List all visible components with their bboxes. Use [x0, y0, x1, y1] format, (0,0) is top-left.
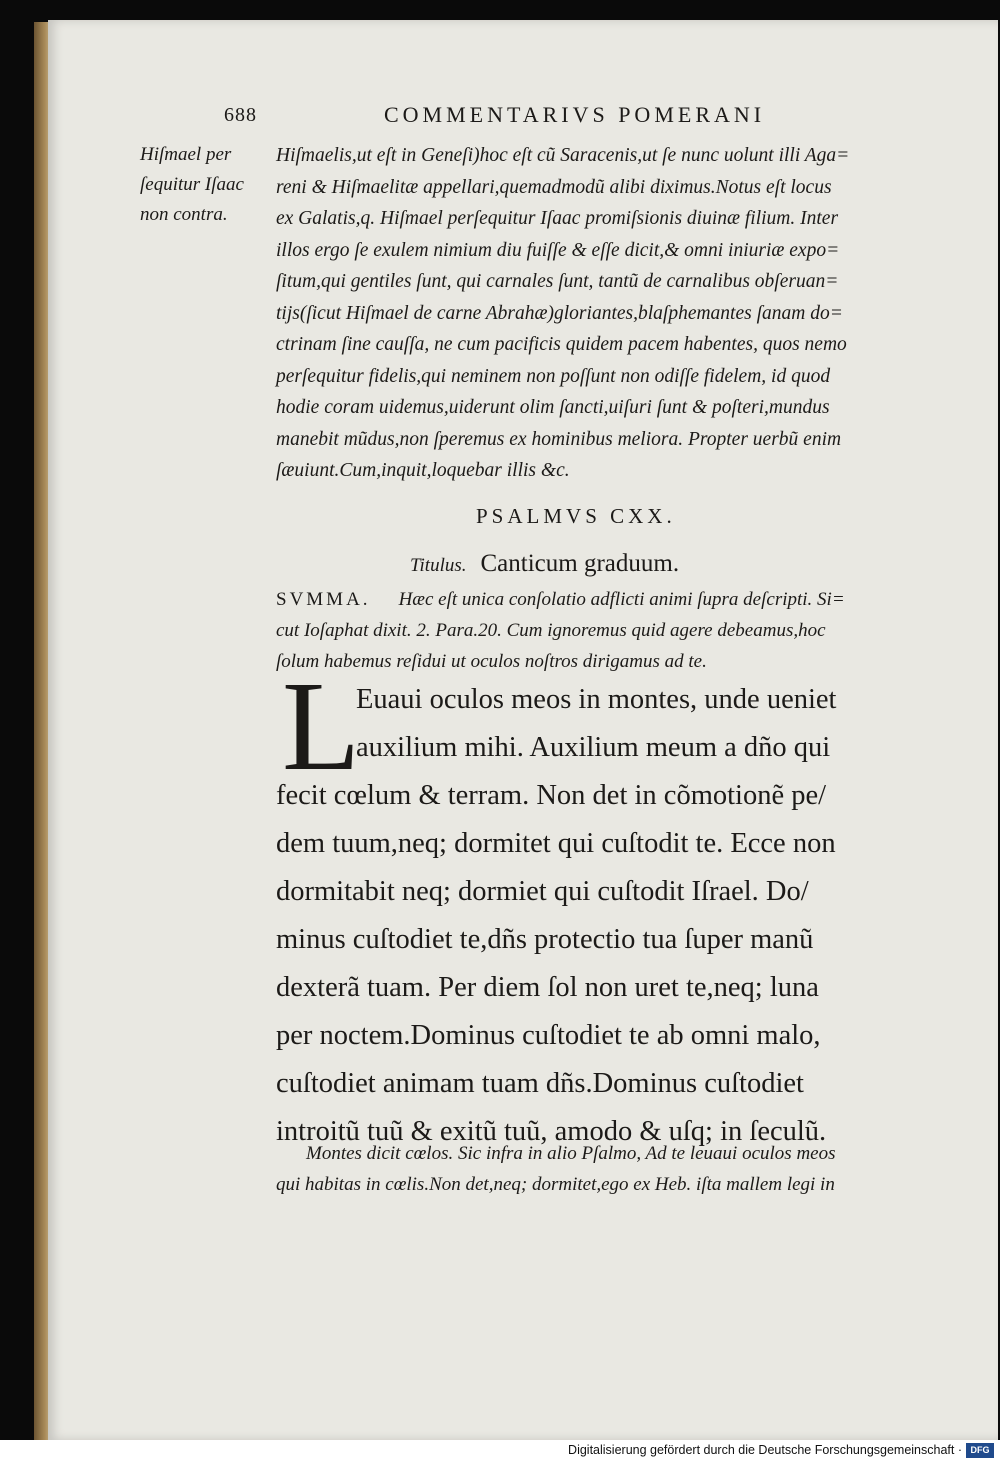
- psalm-line: fecit cœlum & terram. Non det in cõmotionẽ pe/: [276, 780, 827, 811]
- titulus-text: Canticum graduum.: [480, 550, 680, 577]
- marginal-line: ſequitur Iſaac: [140, 174, 244, 195]
- psalm-line: dexterã tuam. Per diem ſol non uret te,neq; luna: [276, 972, 819, 1003]
- summa-paragraph: [276, 584, 956, 677]
- psalm-line: per noctem.Dominus cuſtodiet te ab omni malo,: [276, 1020, 821, 1051]
- drop-cap: L: [282, 655, 361, 797]
- commentary-line: perſequitur fidelis,qui neminem non poſſunt non odiſſe fidelem, id quod: [276, 365, 831, 387]
- summa-text: Hæc eſt unica conſolatio adflicti animi ſupra deſcripti. Si=: [398, 589, 845, 610]
- notes-paragraph: [276, 1138, 966, 1200]
- footer-bar: [0, 1440, 1000, 1462]
- notes-line: Montes dicit cœlos. Sic infra in alio Pſalmo, Ad te leuaui oculos meos: [306, 1143, 836, 1164]
- commentary-line: ſæuiunt.Cum,inquit,loquebar illis &c.: [276, 460, 570, 481]
- commentary-line: tijs(ſicut Hiſmael de carne Abrahæ)gloriantes,blaſphemantes ſanam do=: [276, 302, 843, 324]
- running-title: COMMENTARIVS POMERANI: [384, 102, 766, 127]
- commentary-line: ctrinam ſine cauſſa, ne cum pacificis quidem pacem habentes, quos nemo: [276, 334, 847, 355]
- psalm-line: Euaui oculos meos in montes, unde ueniet: [356, 684, 837, 715]
- psalm-heading: PSALMVS CXX.: [476, 504, 676, 528]
- summa-line: cut Ioſaphat dixit. 2. Para.20. Cum ignoremus quid agere debeamus,hoc: [276, 620, 826, 641]
- page-number: 688: [224, 104, 257, 126]
- running-head: [224, 100, 984, 136]
- commentary-line: illos ergo ſe exulem nimium diu fuiſſe & eſſe dicit,& omni iniuriæ expo=: [276, 239, 840, 261]
- summa-line: [276, 584, 956, 615]
- psalm-line: dormitabit neq; dormiet qui cuſtodit Iſrael. Do/: [276, 876, 809, 907]
- marginal-line: Hiſmael per: [140, 144, 232, 165]
- psalm-line: introitũ tuũ & exitũ tuũ, amodo & uſq; in ſeculũ.: [276, 1116, 827, 1147]
- dfg-logo-icon[interactable]: DFG: [966, 1443, 994, 1458]
- psalm-line: auxilium mihi. Auxilium meum a dño qui: [356, 732, 831, 763]
- summa-label: SVMMA.: [276, 589, 371, 610]
- book-page: [48, 20, 998, 1440]
- psalm-line: cuſtodiet animam tuam dñs.Dominus cuſtodiet: [276, 1068, 804, 1099]
- notes-line: qui habitas in cœlis.Non det,neq; dormitet,ego ex Heb. iſta mallem legi in: [276, 1174, 835, 1195]
- marginal-line: non contra.: [140, 204, 228, 225]
- psalm-line: minus cuſtodiet te,dñs protectio tua ſuper manũ: [276, 924, 814, 955]
- psalm-text: [276, 676, 966, 1156]
- commentary-line: reni & Hiſmaelitæ appellari,quemadmodũ alibi diximus.Notus eſt locus: [276, 176, 832, 198]
- commentary-line: manebit mũdus,non ſperemus ex hominibus meliora. Propter uerbũ enim: [276, 428, 842, 450]
- titulus-label: Titulus.: [410, 555, 467, 576]
- commentary-line: Hiſmaelis,ut eſt in Geneſi)hoc eſt cũ Saracenis,ut ſe nunc uolunt illi Aga=: [276, 145, 850, 166]
- funding-notice: Digitalisierung gefördert durch die Deutsche Forschungsgemeinschaft ·: [568, 1443, 962, 1457]
- commentary-paragraph: [276, 140, 956, 487]
- commentary-line: ex Galatis,q. Hiſmael perſequitur Iſaac promiſsionis diuinæ filium. Inter: [276, 208, 839, 229]
- marginal-note: [140, 140, 270, 230]
- commentary-line: ſitum,qui gentiles ſunt, qui carnales ſunt, tantũ de carnalibus obſeruan=: [276, 271, 839, 292]
- summa-line: ſolum habemus reſidui ut oculos noſtros dirigamus ad te.: [276, 651, 707, 672]
- commentary-line: hodie coram uidemus,uiderunt olim ſancti,uiſuri ſunt & poſteri,mundus: [276, 397, 830, 418]
- titulus: [410, 550, 679, 578]
- psalm-line: dem tuum,neq; dormitet qui cuſtodit te. Ecce non: [276, 828, 836, 859]
